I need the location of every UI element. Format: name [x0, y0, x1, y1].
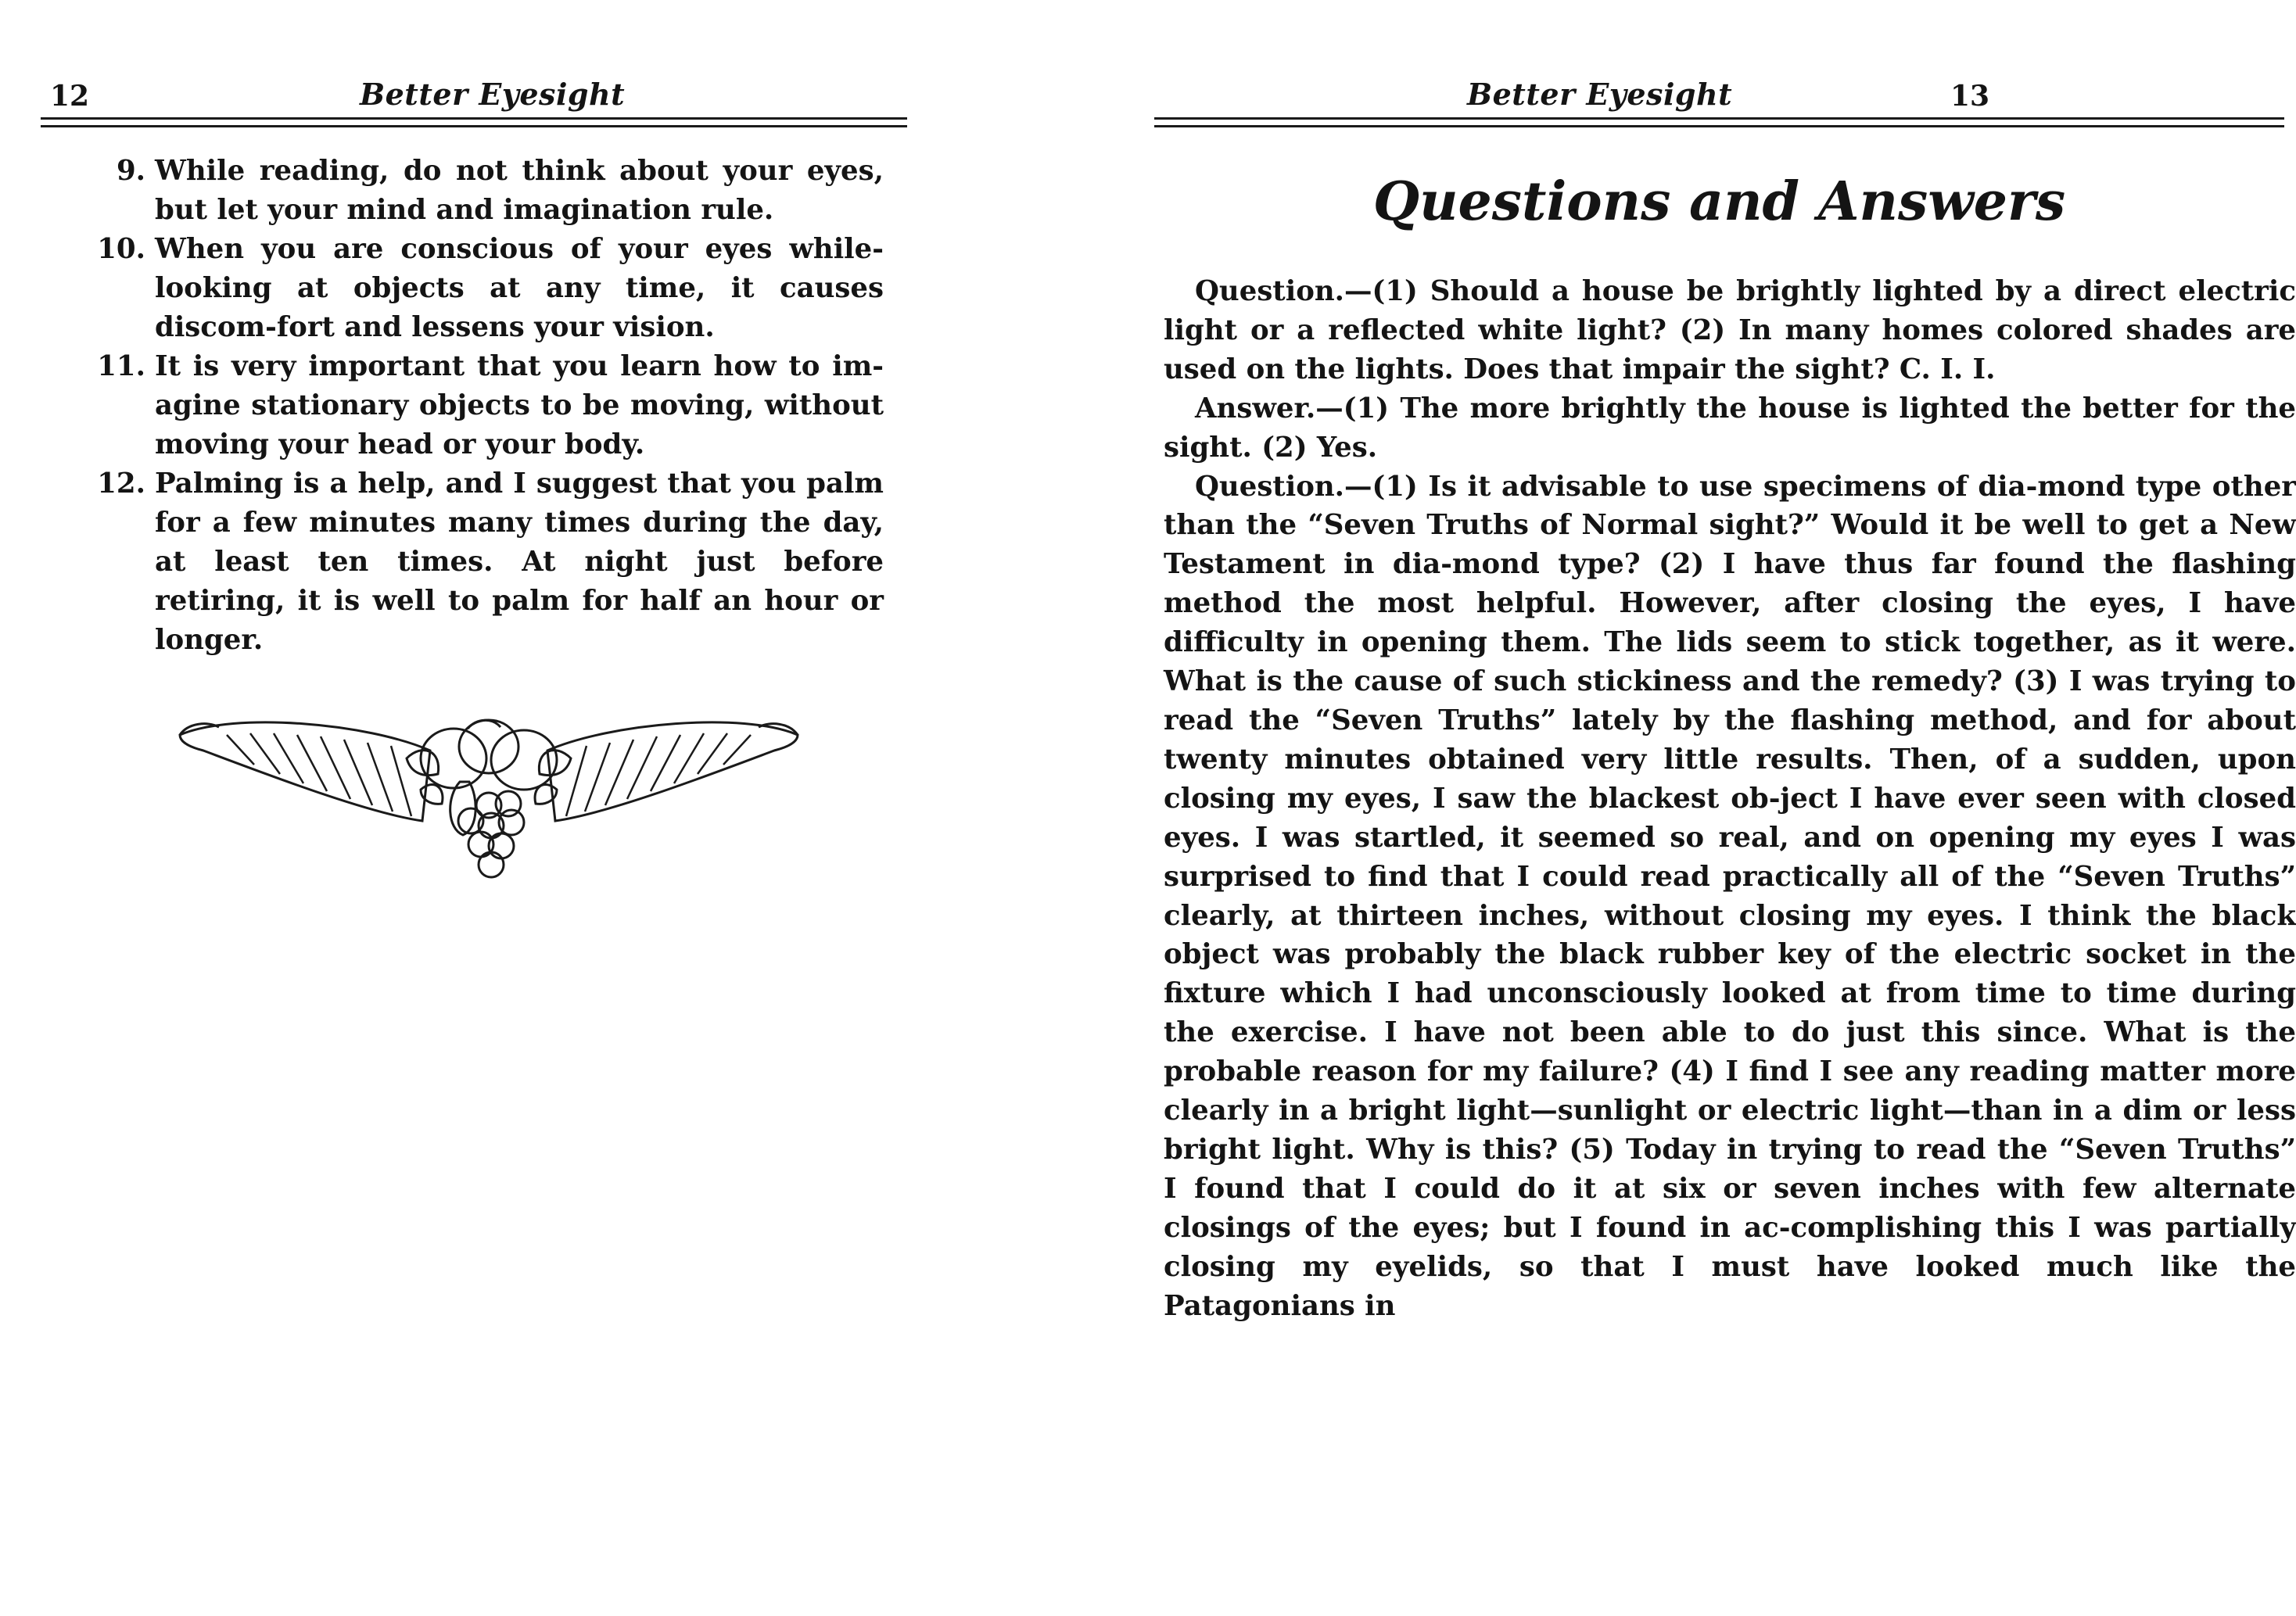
- item-number: 11.: [97, 350, 145, 382]
- numbered-list: [86, 152, 884, 660]
- header-rule: [41, 125, 907, 127]
- item-number: 10.: [97, 233, 145, 265]
- list-item: [86, 230, 884, 347]
- left-page: [0, 0, 1049, 1616]
- item-text: While reading, do not think about your eyes, but let your mind and imagination rule.: [155, 155, 884, 226]
- item-number: 12.: [97, 468, 145, 500]
- list-item: [86, 152, 884, 230]
- right-page: [1049, 0, 2296, 1616]
- question-paragraph: Question.—(1) Is it advisable to use specimens of dia-mond type other than the “Seven Truths of Normal sight?” Would it be well to get a New Testament in dia-mond type? (2) I have thus far found the flashing method the most helpful. However, after closing the eyes, I have difficulty in opening them. The lids seem to stick together, as it were. What is the cause of such stickiness and the remedy? (3) I was trying to read the “Seven Truths” lately by the flashing method, and for about twenty minutes obtained very little results. Then, of a sudden, upon closing my eyes, I saw the blackest ob-ject I have ever seen with closed eyes. I was startled, it seemed so real, and on opening my eyes I was surprised to find that I could read practically all of the “Seven Truths” clearly, at thirteen inches, without closing my eyes. I think the black object was probably the black rubber key of the electric socket in the fixture which I had unconsciously looked at from time to time during the exercise. I have not been able to do just this since. What is the probable reason for my failure? (4) I find I see any reading matter more clearly in a bright light—sunlight or electric light—than in a dim or less bright light. Why is this? (5) Today in trying to read the “Seven Truths” I found that I could do it at six or seven inches with few alternate closings of the eyes; but I found in ac-complishing this I was partially closing my eyelids, so that I must have looked much like the Patagonians in: [1164, 470, 2296, 1322]
- item-number: 9.: [116, 155, 145, 187]
- running-head: Better Eyesight: [360, 77, 626, 112]
- section-title: Questions and Answers: [1372, 170, 2066, 233]
- page-number: 13: [1950, 80, 1990, 113]
- qa-body: [1164, 272, 2296, 1325]
- running-head: Better Eyesight: [1467, 77, 1733, 112]
- item-text: When you are conscious of your eyes while-looking at objects at any time, it causes discom-fort and lessens your vision.: [155, 233, 884, 343]
- item-text: It is very important that you learn how to im-agine stationary objects to be moving, without moving your head or your body.: [155, 350, 884, 460]
- cornucopia-ornament-icon: [172, 704, 805, 891]
- list-item: [86, 464, 884, 660]
- item-text: Palming is a help, and I suggest that you palm for a few minutes many times during the day, at least ten times. At night just before retiring, it is well to palm for half an hour or longer.: [155, 468, 884, 656]
- answer-paragraph: Answer.—(1) The more brightly the house is lighted the better for the sight. (2) Yes.: [1164, 392, 2296, 464]
- header-rule: [1154, 117, 2284, 120]
- question-paragraph: Question.—(1) Should a house be brightly lighted by a direct electric light or a reflected white light? (2) In many homes colored shades are used on the lights. Does that impair the sight? C. I. I.: [1164, 275, 2296, 385]
- list-item: [86, 347, 884, 464]
- header-rule: [41, 117, 907, 120]
- page-number: 12: [50, 80, 90, 113]
- header-rule: [1154, 125, 2284, 127]
